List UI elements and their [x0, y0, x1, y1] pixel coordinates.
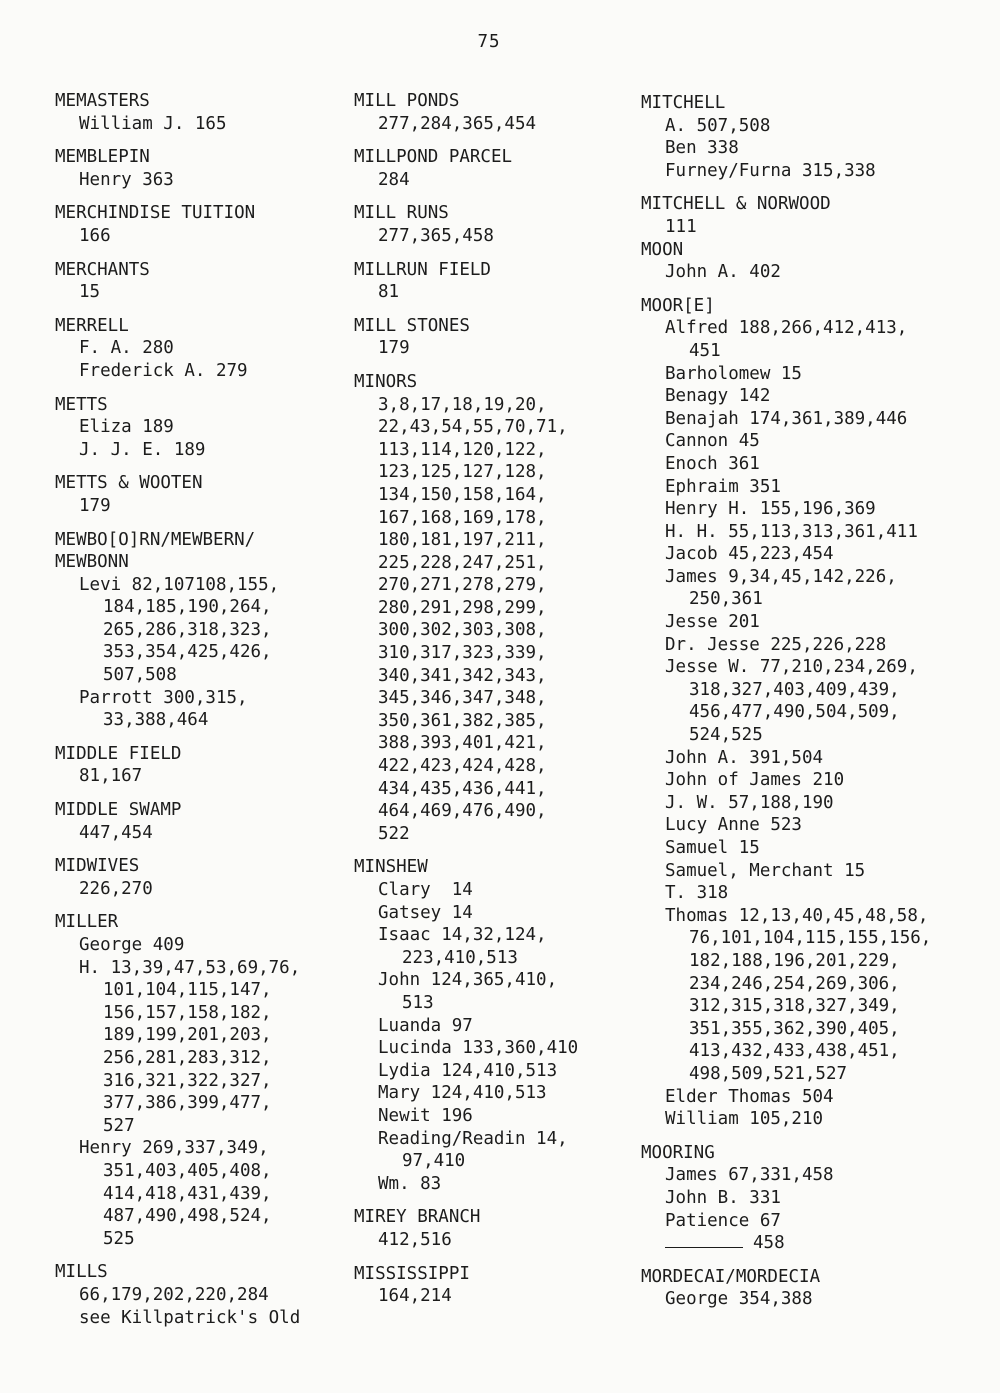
index-subentry: 81,167 [79, 766, 143, 787]
index-heading: MERCHINDISE TUITION [55, 203, 256, 224]
index-subentry: 487,490,498,524, [103, 1206, 272, 1227]
index-subentry: 345,346,347,348, [378, 688, 547, 709]
index-subentry: 413,432,433,438,451, [689, 1041, 900, 1062]
subentry-pages: 458 [753, 1233, 785, 1254]
index-entry [55, 315, 340, 383]
index-subentry: 97,410 [402, 1151, 466, 1172]
index-subentry: 412,516 [378, 1229, 452, 1250]
index-subentry: 351,403,405,408, [103, 1160, 272, 1181]
index-subentry: 101,104,115,147, [103, 980, 272, 1001]
index-subentry: Enoch 361 [665, 453, 760, 474]
index-subentry: Cannon 45 [665, 431, 760, 452]
index-subentry: Lydia 124,410,513 [378, 1060, 558, 1081]
index-entry [55, 855, 340, 900]
index-entry [55, 472, 340, 517]
index-subentry: Lucy Anne 523 [665, 815, 802, 836]
index-subentry: 225,228,247,251, [378, 552, 547, 573]
index-entry [354, 202, 629, 247]
index-entry [55, 1261, 340, 1329]
page-number: 75 [477, 32, 501, 52]
index-heading: MEWBO[O]RN/MEWBERN/ [55, 529, 256, 550]
index-subentry: 377,386,399,477, [103, 1093, 272, 1114]
index-subentry: John of James 210 [665, 770, 845, 791]
index-subentry: 179 [378, 338, 410, 359]
index-entry [641, 193, 986, 238]
index-subentry: James 9,34,45,142,226, [665, 566, 897, 587]
index-subentry: 340,341,342,343, [378, 665, 547, 686]
index-subentry: 134,150,158,164, [378, 484, 547, 505]
index-entry [354, 1263, 629, 1308]
blank-name-line [665, 1233, 743, 1248]
index-entry [55, 911, 340, 1250]
index-subentry: 113,114,120,122, [378, 439, 547, 460]
index-subentry: George 354,388 [665, 1289, 813, 1310]
index-subentry: 300,302,303,308, [378, 620, 547, 641]
index-subentry: William J. 165 [79, 113, 227, 134]
index-subentry: Dr. Jesse 225,226,228 [665, 634, 887, 655]
index-subentry: 226,270 [79, 878, 153, 899]
index-heading: MERRELL [55, 315, 129, 336]
index-subentry: 316,321,322,327, [103, 1070, 272, 1091]
index-subentry: Eliza 189 [79, 417, 174, 438]
index-subentry: 280,291,298,299, [378, 597, 547, 618]
index-heading: MILLER [55, 912, 119, 933]
index-subentry: John B. 331 [665, 1187, 781, 1208]
index-subentry: 350,361,382,385, [378, 710, 547, 731]
index-entry [354, 371, 629, 845]
index-subentry: 164,214 [378, 1286, 452, 1307]
index-entry [354, 856, 629, 1195]
index-subentry: 256,281,283,312, [103, 1047, 272, 1068]
index-subentry: 527 [103, 1115, 135, 1136]
index-heading-continuation: MEWBONN [55, 552, 129, 573]
index-subentry: 250,361 [689, 589, 763, 610]
index-heading: MILL STONES [354, 315, 470, 336]
index-subentry: T. 318 [665, 883, 729, 904]
index-subentry: John A. 402 [665, 262, 781, 283]
index-subentry: 524,525 [689, 725, 763, 746]
index-subentry: Furney/Furna 315,338 [665, 160, 876, 181]
index-entry [641, 239, 986, 284]
index-subentry: 156,157,158,182, [103, 1002, 272, 1023]
index-subentry: Benajah 174,361,389,446 [665, 408, 908, 429]
index-subentry: 513 [402, 992, 434, 1013]
index-subentry: Parrott 300,315, [79, 687, 248, 708]
index-subentry: 310,317,323,339, [378, 643, 547, 664]
index-subentry: 525 [103, 1228, 135, 1249]
index-subentry: 123,125,127,128, [378, 462, 547, 483]
index-heading: MITCHELL & NORWOOD [641, 194, 831, 215]
index-subentry: Jesse W. 77,210,234,269, [665, 657, 918, 678]
index-subentry: Gatsey 14 [378, 902, 473, 923]
index-subentry: 189,199,201,203, [103, 1025, 272, 1046]
index-column-2 [354, 90, 629, 1308]
index-subentry: 353,354,425,426, [103, 642, 272, 663]
index-subentry: 76,101,104,115,155,156, [689, 928, 932, 949]
index-subentry: 277,284,365,454 [378, 113, 537, 134]
index-subentry: Barholomew 15 [665, 363, 802, 384]
index-subentry: 522 [378, 823, 410, 844]
index-subentry: Jacob 45,223,454 [665, 544, 834, 565]
index-subentry: 184,185,190,264, [103, 597, 272, 618]
index-subentry: Alfred 188,266,412,413, [665, 318, 908, 339]
index-subentry: 312,315,318,327,349, [689, 996, 900, 1017]
index-subentry: George 409 [79, 935, 185, 955]
index-heading: MORDECAI/MORDECIA [641, 1266, 821, 1287]
index-subentry: J. J. E. 189 [79, 439, 206, 460]
index-subentry: see Killpatrick's Old [79, 1307, 301, 1328]
index-heading: MIREY BRANCH [354, 1207, 481, 1228]
index-heading: MILLS [55, 1262, 108, 1283]
index-heading: MINSHEW [354, 857, 428, 878]
index-subentry: 507,508 [103, 665, 177, 686]
index-subentry: John 124,365,410, [378, 970, 558, 991]
index-heading: MILLRUN FIELD [354, 259, 491, 280]
index-subentry: A. 507,508 [665, 115, 771, 136]
index-heading: MITCHELL [641, 93, 726, 113]
index-subentry: James 67,331,458 [665, 1165, 834, 1186]
index-subentry: H. H. 55,113,313,361,411 [665, 521, 918, 542]
index-entry [55, 529, 340, 732]
index-heading: MOORING [641, 1142, 715, 1163]
index-subentry: 447,454 [79, 822, 153, 843]
index-entry [641, 1142, 986, 1255]
index-subentry: 351,355,362,390,405, [689, 1018, 900, 1039]
index-heading: MOON [641, 239, 684, 260]
index-heading: MILL RUNS [354, 203, 449, 224]
index-subentry: Samuel 15 [665, 838, 760, 858]
index-entry [354, 90, 629, 135]
index-entry [354, 146, 629, 191]
index-subentry: Ben 338 [665, 138, 739, 159]
index-subentry: 66,179,202,220,284 [79, 1284, 269, 1305]
index-heading: MIDDLE SWAMP [55, 800, 182, 821]
index-subentry: Wm. 83 [378, 1173, 442, 1194]
index-entry [354, 259, 629, 304]
index-heading: MIDWIVES [55, 856, 140, 877]
index-subentry: Patience 67 [665, 1210, 781, 1231]
index-heading: METTS & WOOTEN [55, 473, 203, 494]
index-subentry: 451 [689, 340, 721, 361]
index-heading: MILL PONDS [354, 91, 460, 111]
index-subentry: 166 [79, 225, 111, 246]
index-subentry: Henry 363 [79, 169, 174, 190]
index-entry [641, 295, 986, 1131]
index-subentry: 182,188,196,201,229, [689, 950, 900, 971]
index-subentry: 33,388,464 [103, 710, 209, 731]
index-subentry: Ephraim 351 [665, 476, 781, 497]
index-subentry: 81 [378, 282, 400, 303]
index-heading: MEMBLEPIN [55, 147, 150, 168]
index-entry [55, 146, 340, 191]
index-entry [55, 259, 340, 304]
index-subentry: 223,410,513 [402, 947, 518, 968]
index-subentry: Mary 124,410,513 [378, 1083, 547, 1104]
index-subentry: H. 13,39,47,53,69,76, [79, 957, 301, 978]
index-subentry: William 105,210 [665, 1109, 824, 1130]
index-heading: MIDDLE FIELD [55, 743, 182, 764]
index-entry [55, 202, 340, 247]
index-heading: MERCHANTS [55, 259, 150, 280]
index-entry [354, 1206, 629, 1251]
index-subentry: Levi 82,107108,155, [79, 574, 280, 595]
index-subentry: 167,168,169,178, [378, 507, 547, 528]
index-entry [55, 799, 340, 844]
index-subentry: 234,246,254,269,306, [689, 973, 900, 994]
index-heading: METTS [55, 394, 108, 415]
index-heading: MOOR[E] [641, 295, 715, 316]
index-subentry: Frederick A. 279 [79, 360, 248, 381]
index-subentry: 270,271,278,279, [378, 575, 547, 596]
index-heading: MILLPOND PARCEL [354, 147, 513, 168]
index-heading: MEMASTERS [55, 91, 150, 111]
index-subentry: 265,286,318,323, [103, 619, 272, 640]
index-heading: MISSISSIPPI [354, 1263, 470, 1284]
index-entry [354, 315, 629, 360]
index-entry [55, 90, 340, 135]
index-subentry: 111 [665, 216, 697, 237]
index-subentry: Thomas 12,13,40,45,48,58, [665, 905, 929, 926]
index-entry [641, 92, 986, 182]
index-subentry: 15 [79, 282, 101, 303]
index-subentry: 434,435,436,441, [378, 778, 547, 799]
index-subentry: Isaac 14,32,124, [378, 925, 547, 946]
index-subentry: Samuel, Merchant 15 [665, 860, 866, 881]
index-entry [641, 1266, 986, 1311]
index-entry [55, 743, 340, 788]
index-subentry: 22,43,54,55,70,71, [378, 417, 568, 438]
index-subentry: Luanda 97 [378, 1015, 473, 1036]
index-subentry [641, 1232, 986, 1255]
index-subentry: 3,8,17,18,19,20, [378, 394, 547, 415]
index-subentry: J. W. 57,188,190 [665, 792, 834, 813]
index-subentry: 180,181,197,211, [378, 530, 547, 551]
index-subentry: Benagy 142 [665, 386, 771, 407]
index-subentry: 498,509,521,527 [689, 1063, 848, 1084]
index-subentry: John A. 391,504 [665, 747, 824, 768]
index-subentry: 318,327,403,409,439, [689, 679, 900, 700]
index-heading: MINORS [354, 371, 418, 392]
index-subentry: Clary 14 [378, 880, 473, 900]
index-subentry: 277,365,458 [378, 225, 494, 246]
index-subentry: 388,393,401,421, [378, 733, 547, 754]
index-subentry: 464,469,476,490, [378, 801, 547, 822]
index-subentry: Reading/Readin 14, [378, 1128, 568, 1149]
index-subentry: 179 [79, 495, 111, 516]
index-subentry: 284 [378, 169, 410, 190]
index-subentry: Jesse 201 [665, 612, 760, 633]
index-subentry: 422,423,424,428, [378, 756, 547, 777]
index-subentry: Elder Thomas 504 [665, 1086, 834, 1107]
index-entry [55, 394, 340, 462]
index-subentry: Newit 196 [378, 1105, 473, 1126]
index-subentry: 414,418,431,439, [103, 1183, 272, 1204]
index-subentry: Lucinda 133,360,410 [378, 1038, 579, 1059]
index-column-1 [55, 90, 340, 1329]
index-subentry: Henry H. 155,196,369 [665, 499, 876, 520]
index-subentry: F. A. 280 [79, 338, 174, 359]
index-column-3 [641, 90, 986, 1311]
index-subentry: Henry 269,337,349, [79, 1138, 269, 1159]
index-subentry: 456,477,490,504,509, [689, 702, 900, 723]
